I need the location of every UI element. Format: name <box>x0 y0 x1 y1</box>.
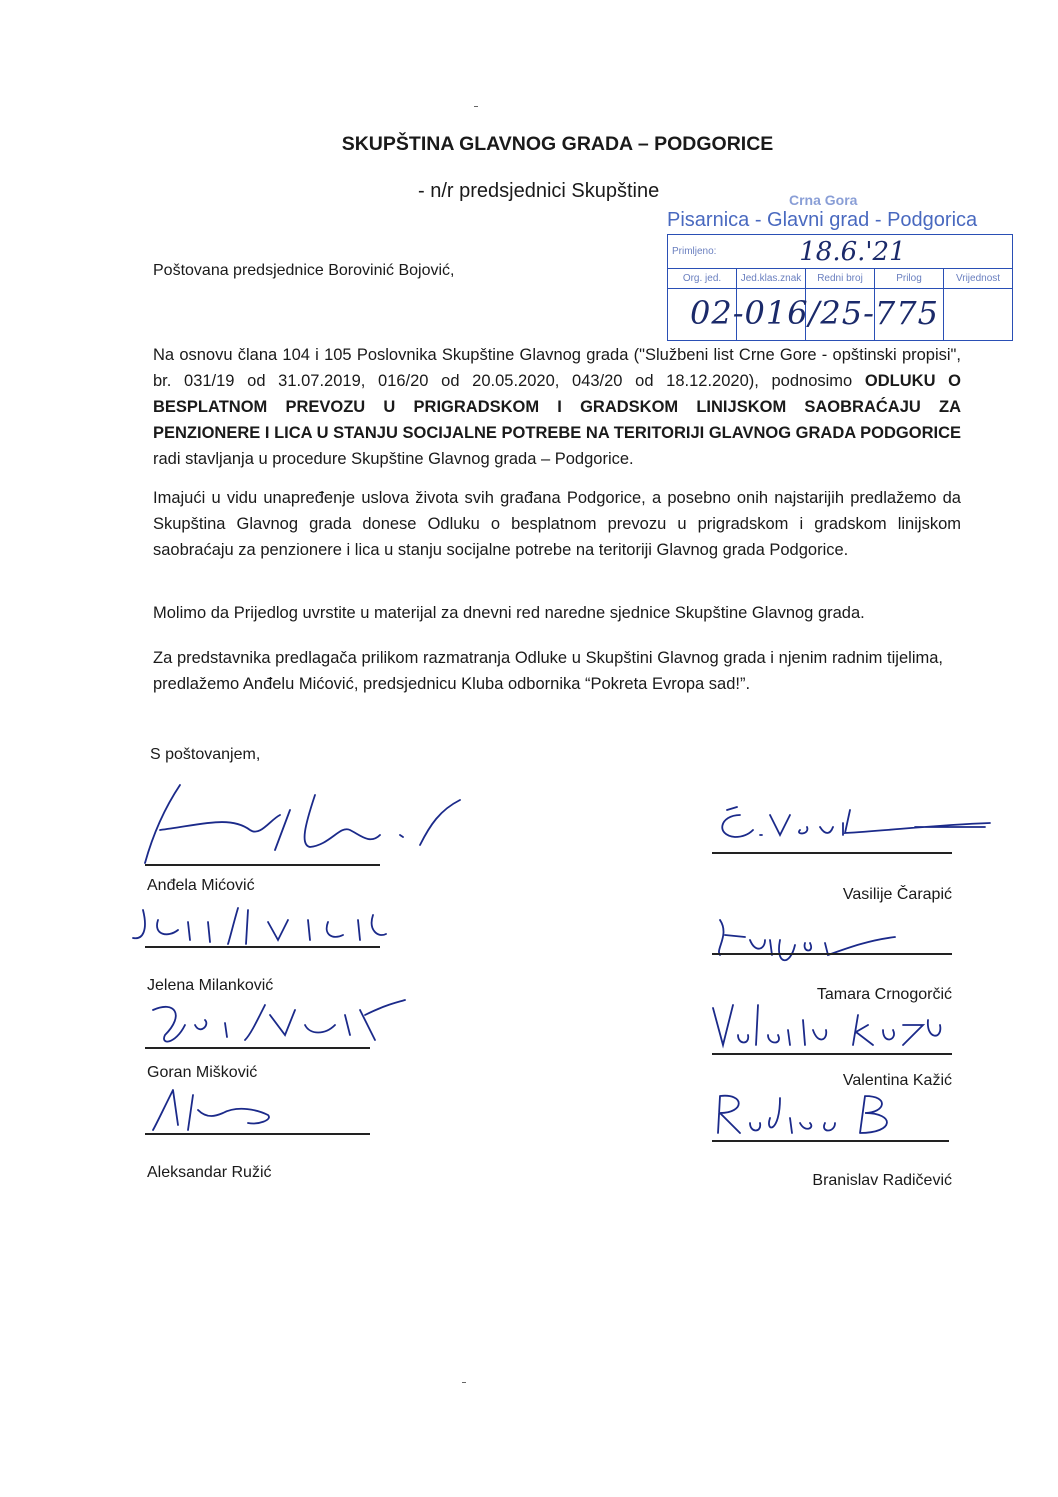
signature-milankovic <box>128 900 388 950</box>
stamp-col-redni: Redni broj <box>806 269 875 289</box>
signature-ruzic <box>148 1085 348 1135</box>
greeting: Poštovana predsjednice Borovinić Bojović, <box>153 262 455 279</box>
decision-title: ODLUKU O BESPLATNOM PREVOZU U PRIGRADSKOM I GRADSKOM LINIJSKOM SAOBRAĆAJU ZA PENZIONERE I LICA U STANJU SOCIJALNE POTREBE NA TERITORIJI GLAVNOG GRADA PODGORICE <box>153 372 961 442</box>
signature-line <box>712 953 952 955</box>
registry-stamp <box>664 192 1018 340</box>
signature-miskovic <box>145 995 410 1050</box>
signature-line <box>145 946 380 948</box>
signatory-name: Goran Mišković <box>147 1064 258 1081</box>
signature-kazic <box>708 1000 948 1055</box>
signature-line <box>712 852 952 854</box>
closing: S poštovanjem, <box>150 746 261 763</box>
signature-carapic <box>715 805 995 845</box>
signature-crnogorcic <box>710 915 900 970</box>
paragraph-4: Za predstavnika predlagača prilikom razmatranja Odluke u Skupštini Glavnog grada i njenim radnim tijelima, predlažemo Anđelu Mićović, predsjednicu Kluba odbornika “Pokreta Evropa sad!”. <box>153 649 943 693</box>
paragraph-1 <box>153 342 961 472</box>
stamp-col-org: Org. jed. <box>668 269 737 289</box>
stamp-col-prilog: Prilog <box>875 269 944 289</box>
signatory-name: Tamara Crnogorčić <box>816 986 952 1003</box>
signature-micovic <box>140 775 470 870</box>
signatory-name: Anđela Mićović <box>147 877 255 894</box>
stamp-received-date: 18.6.'21 <box>799 236 906 267</box>
signature-line <box>712 1140 949 1142</box>
stamp-col-vrijednost: Vrijednost <box>944 269 1013 289</box>
signatory-name: Aleksandar Ružić <box>147 1164 272 1181</box>
signature-radicevic <box>710 1088 910 1143</box>
scan-speck <box>474 106 478 107</box>
stamp-col-klas: Jed.klas.znak <box>737 269 806 289</box>
paragraph-1-start: Na osnovu člana 104 i 105 Poslovnika Skupštine Glavnog grada ("Službeni list Crne Gore - opštinski propisi", br. 031/19 od 31.07.2019, 016/20 od 20.05.2020, 043/20 od 18.12.2020), podnosimo <box>153 346 961 390</box>
stamp-office: Pisarnica - Glavni grad - Podgorica <box>667 209 978 231</box>
stamp-received-cell <box>668 235 1013 269</box>
signature-line <box>145 1133 370 1135</box>
signature-line <box>145 1047 370 1049</box>
signatory-name: Vasilije Čarapić <box>842 886 952 903</box>
paragraph-2: Imajući u vidu unapređenje uslova života svih građana Podgorice, a posebno onih najstarijih predlažemo da Skupština Glavnog grada donese Odluku o besplatnom prevozu u prigradskom i gradskom linijskom saobraćaju za penzionere i lica u stanju socijalne potrebe na teritoriji Glavnog grada Podgorice. <box>153 489 961 559</box>
signatory-name: Valentina Kažić <box>842 1072 952 1089</box>
stamp-top-line: Crna Gora <box>789 192 858 208</box>
signatory-name: Jelena Milanković <box>147 977 274 994</box>
page-subtitle: - n/r predsjednici Skupštine <box>418 180 660 202</box>
stamp-received-label: Primljeno: <box>672 245 717 257</box>
scan-speck <box>462 1382 466 1383</box>
stamp-number: 02-016/25-775 <box>690 294 939 332</box>
signature-line <box>145 864 380 866</box>
signatory-name: Branislav Radičević <box>812 1172 952 1189</box>
signature-line <box>712 1053 952 1055</box>
paragraph-1-end: radi stavljanja u procedure Skupštine Glavnog grada – Podgorice. <box>153 450 634 468</box>
paragraph-3: Molimo da Prijedlog uvrstite u materijal za dnevni red naredne sjednice Skupštine Glavnog grada. <box>153 604 865 622</box>
page-title: SKUPŠTINA GLAVNOG GRADA – PODGORICE <box>341 133 774 155</box>
